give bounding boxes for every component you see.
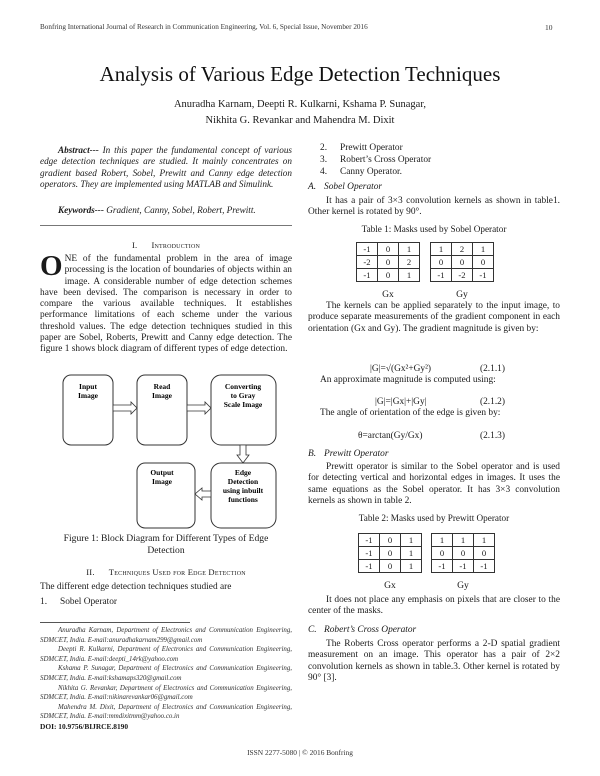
box-read-image	[137, 375, 187, 445]
page-footer: ISSN 2277-5080 | © 2016 Bonfring	[247, 748, 353, 757]
section-number: I.	[131, 240, 138, 250]
list-number: 3.	[320, 155, 328, 165]
mask-cell: -1	[359, 560, 380, 573]
mask-row	[431, 243, 494, 256]
box-label-line: Image	[152, 391, 172, 400]
arrow-right-icon	[187, 402, 211, 414]
equation-expression: |G|=|Gx|+|Gy|	[375, 397, 427, 407]
mask-table	[356, 242, 420, 282]
list-item	[320, 155, 572, 167]
sobel-paragraph-3: An approximate magnitude is computed using:	[320, 375, 496, 385]
mask-cell: -1	[474, 560, 495, 573]
box-label-line: Detection	[227, 477, 259, 486]
page-number: 10	[545, 23, 553, 32]
sobel-paragraph-4: The angle of orientation of the edge is given by:	[320, 408, 501, 418]
keywords	[40, 205, 292, 216]
mask-cell: 0	[452, 256, 473, 269]
table-1-caption: Table 1: Masks used by Sobel Operator	[361, 224, 507, 234]
subsection-heading-sobel	[308, 182, 560, 192]
box-label-line: Input	[79, 382, 97, 391]
doi: DOI: 10.9756/BIJRCE.8190	[40, 722, 129, 731]
section-heading-introduction	[40, 240, 292, 250]
box-label	[78, 382, 99, 400]
section-number: II.	[86, 567, 95, 577]
mask-cell: 0	[473, 256, 494, 269]
footnote: Anuradha Karnam, Department of Electronics and Communication Engineering, SDMCET, India. E-mail:anuradhakarnam299@gmail.com	[40, 627, 292, 644]
mask-cell: 1	[401, 534, 422, 547]
subsection-heading-roberts	[308, 625, 560, 635]
box-input-image	[63, 375, 113, 445]
equation-expression: |G|=√(Gx²+Gy²)	[370, 364, 432, 374]
subsection-title: Prewitt Operator	[324, 449, 389, 459]
table-2-caption: Table 2: Masks used by Prewitt Operator	[358, 513, 510, 523]
box-output-image	[137, 463, 195, 528]
footnote: Kshama P. Sunagar, Department of Electronics and Communication Engineering, SDMCET, India. E-mail:kshamaps320@gmail.com	[40, 665, 292, 682]
subsection-letter: C.	[308, 625, 317, 635]
box-label	[150, 468, 174, 486]
equation-number: (2.1.1)	[480, 364, 505, 374]
box-convert-gray	[211, 375, 276, 445]
box-label-line: functions	[228, 495, 258, 504]
box-label-line: Image	[78, 391, 98, 400]
abstract	[40, 145, 292, 190]
box-label-line: Converting	[224, 382, 262, 391]
mask-label: Gx	[384, 580, 396, 591]
box-label-line: using inbuilt	[222, 486, 264, 495]
subsection-title: Robert’s Cross Operator	[324, 625, 417, 635]
mask-cell: 0	[378, 256, 399, 269]
mask-cell: -1	[432, 560, 453, 573]
box-label-line: Edge	[234, 468, 252, 477]
mask-cell: 1	[431, 243, 452, 256]
mask-cell: 0	[474, 547, 495, 560]
mask-cell: 0	[378, 243, 399, 256]
mask-cell: 1	[432, 534, 453, 547]
subsection-title: Sobel Operator	[324, 182, 383, 192]
subsection-letter: B.	[308, 449, 317, 459]
section-heading-techniques	[40, 567, 292, 577]
footnote: Nikhita G. Revankar, Department of Electronics and Communication Engineering, SDMCET, India. E-mail:nikinarevankar06@gmail.com	[40, 684, 292, 702]
list-item	[40, 597, 292, 609]
mask-cell: -1	[431, 269, 452, 282]
prewitt-paragraph-2: It does not place any emphasis on pixels that are closer to the center of the masks.	[308, 595, 560, 617]
equation-2-1-1	[370, 364, 431, 374]
mask-table	[430, 242, 494, 282]
prewitt-paragraph: Prewitt operator is similar to the Sobel operator and is used for detecting vertical and horizontal edges in images. It uses the same equations as the Sobel operator. It has 3×3 convolution kernels as shown in table 2.	[308, 462, 560, 506]
mask-cell: 0	[432, 547, 453, 560]
prewitt-gy-mask	[431, 533, 495, 591]
list-label: Sobel Operator	[60, 597, 118, 607]
section-title: Techniques Used for Edge Detection	[108, 567, 246, 577]
list-number: 1.	[40, 597, 48, 607]
sobel-paragraph: It has a pair of 3×3 convolution kernels as shown in table1. Other kernel is rotated by 90°.	[308, 196, 560, 218]
subsection-letter: A.	[308, 182, 317, 192]
list-item	[320, 143, 572, 155]
equation-2-1-2	[375, 397, 427, 407]
sobel-gx-mask	[356, 242, 420, 300]
mask-cell: -1	[473, 269, 494, 282]
mask-cell: 1	[473, 243, 494, 256]
mask-table	[358, 533, 422, 573]
mask-cell: 0	[453, 547, 474, 560]
mask-cell: 1	[474, 534, 495, 547]
keywords-label: Keywords---	[58, 205, 104, 215]
equation-number: (2.1.2)	[480, 397, 505, 407]
mask-label: Gy	[456, 289, 468, 300]
mask-row	[357, 243, 420, 256]
prewitt-gx-mask	[358, 533, 422, 591]
introduction-text: NE of the fundamental problem in the area of image processing is the location of boundaries of objects within an image. A considerable number of edge detection schemes have been devised. The comparison is necessary in order to compare the various available techniques. It establishes performance limitations of each scheme under the various threshold values. The edge detection techniques studied in this paper are Sobel, Roberts, Prewitt and Canny edge detection. The figure 1 shows block diagram of different types of edge detection.	[40, 254, 292, 355]
mask-cell: 1	[401, 560, 422, 573]
equation-expression: θ=arctan(Gy/Gx)	[358, 431, 423, 441]
abstract-divider	[40, 225, 292, 226]
introduction-paragraph	[40, 250, 292, 356]
box-label	[152, 382, 173, 400]
techniques-intro: The different edge detection techniques studied are	[40, 582, 232, 592]
list-number: 4.	[320, 167, 328, 177]
mask-cell: 2	[452, 243, 473, 256]
subsection-heading-prewitt	[308, 449, 560, 459]
list-item	[320, 167, 572, 179]
mask-row	[357, 256, 420, 269]
mask-cell: -1	[359, 547, 380, 560]
box-label-line: to Gray	[230, 391, 256, 400]
drop-cap: O	[40, 250, 63, 282]
box-edge-detection	[211, 463, 276, 528]
mask-cell: -2	[452, 269, 473, 282]
mask-cell: 0	[380, 534, 401, 547]
list-number: 2.	[320, 143, 328, 153]
mask-cell: 1	[401, 547, 422, 560]
mask-label: Gy	[457, 580, 469, 591]
abstract-label: Abstract---	[58, 145, 99, 155]
mask-table	[431, 533, 495, 573]
caption-line-2: Detection	[147, 545, 185, 556]
box-label-line: Read	[153, 382, 171, 391]
footnote-divider	[40, 622, 190, 623]
mask-cell: 0	[380, 547, 401, 560]
arrow-down-icon	[237, 445, 249, 463]
equation-2-1-3	[358, 431, 422, 441]
box-label-line: Output	[150, 468, 174, 477]
author-line-2: Nikhita G. Revankar and Mahendra M. Dixit	[205, 115, 395, 126]
sobel-gy-mask	[430, 242, 494, 300]
mask-cell: -1	[453, 560, 474, 573]
mask-cell: 0	[431, 256, 452, 269]
box-label-line: Image	[152, 477, 172, 486]
mask-cell: -2	[357, 256, 378, 269]
footnote: Mahendra M. Dixit, Department of Electronics and Communication Engineering, SDMCET, India. E-mail:mmdixitmm@yahoo.co.in	[40, 703, 292, 721]
mask-row	[432, 534, 495, 547]
keywords-text: Gradient, Canny, Sobel, Robert, Prewitt.	[103, 205, 256, 215]
caption-line-1: Figure 1: Block Diagram for Different Types of Edge	[63, 533, 269, 544]
section-title: Introduction	[151, 240, 201, 250]
mask-cell: 1	[399, 243, 420, 256]
abstract-text: In this paper the fundamental concept of various edge detection techniques are studied. It mainly concentrates on gradient based Robert, Sobel, Prewitt and Canny edge detection operators. They are implemented using MATLAB and Simulink.	[40, 145, 292, 189]
mask-row	[359, 547, 422, 560]
mask-cell: 2	[399, 256, 420, 269]
mask-row	[359, 534, 422, 547]
footnote: Deepti R. Kulkarni, Department of Electronics and Communication Engineering, SDMCET, India. E-mail:deepti_14rk@yahoo.com	[40, 646, 292, 663]
block-diagram	[40, 365, 292, 530]
mask-cell: 1	[453, 534, 474, 547]
sobel-paragraph-2: The kernels can be applied separately to the input image, to produce separate measurements of the gradient component in each orientation (Gx and Gy). The gradient magnitude is given by:	[308, 301, 560, 334]
mask-row	[432, 547, 495, 560]
mask-cell: -1	[359, 534, 380, 547]
roberts-paragraph: The Roberts Cross operator performs a 2-D spatial gradient measurement on an image. This operator has a pair of 2×2 convolution kernels as shown in table.3. Other kernel is rotated by 90° [3].	[308, 639, 560, 683]
running-head: Bonfring International Journal of Research in Communication Engineering, Vol. 6, Special Issue, November 2016	[40, 23, 368, 31]
list-label: Prewitt Operator	[340, 143, 403, 153]
paper-title: Analysis of Various Edge Detection Techniques	[99, 62, 501, 86]
figure-1-caption	[40, 533, 292, 557]
mask-row	[431, 256, 494, 269]
mask-row	[431, 269, 494, 282]
mask-label: Gx	[382, 289, 394, 300]
footnotes	[40, 626, 292, 722]
arrow-right-icon	[113, 402, 137, 414]
author-line-1: Anuradha Karnam, Deepti R. Kulkarni, Kshama P. Sunagar,	[173, 99, 427, 110]
list-label: Robert’s Cross Operator	[340, 155, 432, 165]
mask-row	[432, 560, 495, 573]
mask-cell: -1	[357, 269, 378, 282]
mask-cell: 0	[378, 269, 399, 282]
arrow-left-icon	[195, 488, 211, 500]
author-list	[0, 97, 600, 129]
mask-row	[359, 560, 422, 573]
box-label-line: Scale Image	[223, 400, 263, 409]
mask-cell: 1	[399, 269, 420, 282]
mask-cell: -1	[357, 243, 378, 256]
list-label: Canny Operator.	[340, 167, 402, 177]
mask-cell: 0	[380, 560, 401, 573]
mask-row	[357, 269, 420, 282]
equation-number: (2.1.3)	[480, 431, 505, 441]
